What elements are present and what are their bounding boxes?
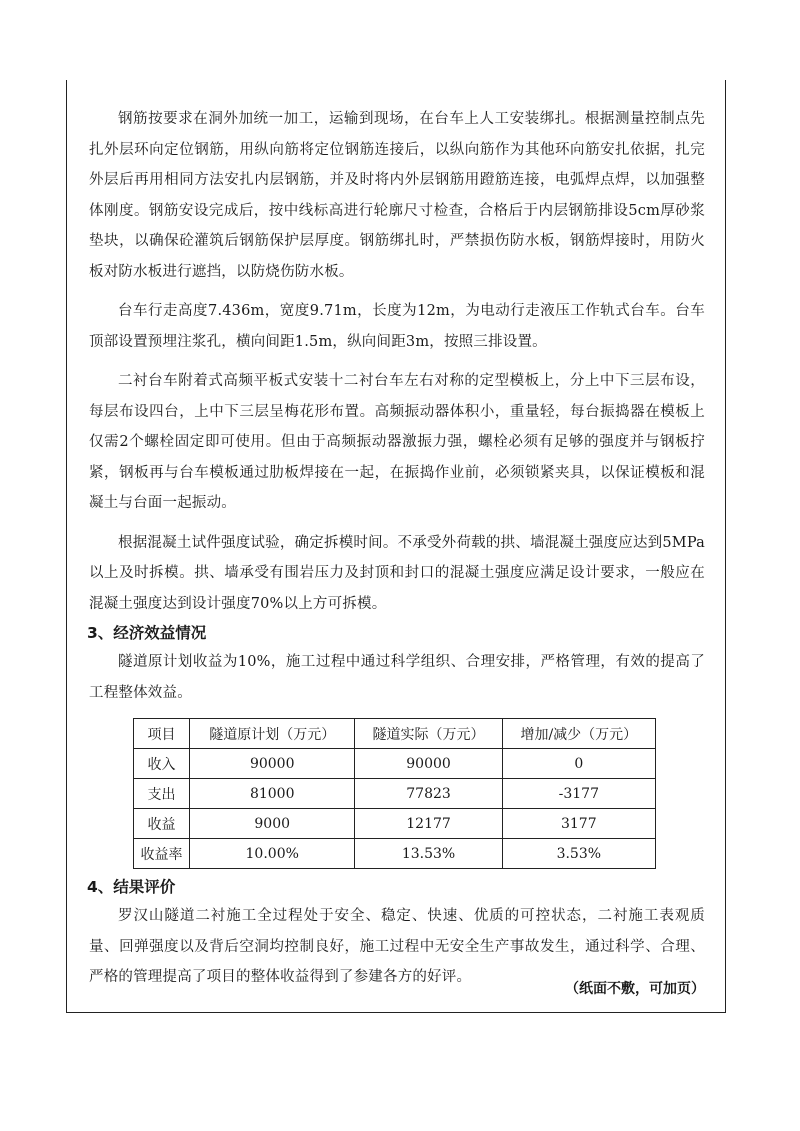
table-header-cell: 项目 (134, 719, 190, 749)
table-row (134, 809, 656, 839)
table-cell: 0 (502, 749, 655, 779)
footer-note: （纸面不敷，可加页） (565, 981, 705, 997)
table-header-cell: 增加/减少（万元） (502, 719, 655, 749)
section-4-title: 4、结果评价 (87, 878, 176, 896)
economic-benefit-table (133, 718, 656, 869)
table-row (134, 779, 656, 809)
section-3-title: 3、经济效益情况 (87, 624, 207, 642)
table-header-cell: 隧道实际（万元） (355, 719, 502, 749)
table-cell: 3.53% (502, 839, 655, 869)
table-cell: 收益率 (134, 839, 190, 869)
table-header-cell: 隧道原计划（万元） (190, 719, 355, 749)
table-cell: 13.53% (355, 839, 502, 869)
table-cell: 9000 (190, 809, 355, 839)
paragraph-trolley: 台车行走高度7.436m，宽度9.71m，长度为12m，为电动行走液压工作轨式台车。台车顶部设置预埋注浆孔，横向间距1.5m，纵向间距3m，按照三排设置。 (89, 303, 705, 350)
paragraph-formwork-removal: 根据混凝土试件强度试验，确定拆模时间。不承受外荷载的拱、墙混凝土强度应达到5MPa以上及时拆模。拱、墙承受有围岩压力及封顶和封口的混凝土强度应满足设计要求，一般应在混凝土强度达到设计强度70%以上方可拆模。 (89, 534, 705, 612)
paragraph-rebar: 钢筋按要求在洞外加统一加工，运输到现场，在台车上人工安装绑扎。根据测量控制点先扎外层环向定位钢筋，用纵向筋将定位钢筋连接后，以纵向筋作为其他环向筋安扎依据，扎完外层后再用相同方法安扎内层钢筋，并及时将内外层钢筋用蹬筋连接，电弧焊点焊，以加强整体刚度。钢筋安设完成后，按中线标高进行轮廓尺寸检查，合格后于内层钢筋排设5cm厚砂浆垫块，以确保砼灌筑后钢筋保护层厚度。钢筋绑扎时，严禁损伤防水板，钢筋焊接时，用防火板对防水板进行遮挡，以防烧伤防水板。 (89, 111, 705, 280)
table-cell: 3177 (502, 809, 655, 839)
table-row (134, 749, 656, 779)
table-cell: 77823 (355, 779, 502, 809)
page-content (67, 104, 725, 993)
table-cell: 90000 (355, 749, 502, 779)
table-cell: 81000 (190, 779, 355, 809)
table-cell: 收益 (134, 809, 190, 839)
table-cell: 12177 (355, 809, 502, 839)
table-cell: 10.00% (190, 839, 355, 869)
table-cell: 90000 (190, 749, 355, 779)
page-frame (66, 80, 726, 1013)
paragraph-vibrator: 二衬台车附着式高频平板式安装十二衬台车左右对称的定型模板上，分上中下三层布设，每层布设四台，上中下三层呈梅花形布置。高频振动器体积小，重量轻，每台振捣器在模板上仅需2个螺栓固定即可使用。但由于高频振动器激振力强，螺栓必须有足够的强度并与钢板拧紧，钢板再与台车模板通过肋板焊接在一起，在振捣作业前，必须锁紧夹具，以保证模板和混凝土与台面一起振动。 (89, 373, 705, 511)
table-cell: 收入 (134, 749, 190, 779)
section-4-text: 罗汉山隧道二衬施工全过程处于安全、稳定、快速、优质的可控状态，二衬施工表观质量、回弹强度以及背后空洞均控制良好，施工过程中无安全生产事故发生，通过科学、合理、严格的管理提高了项目的整体收益得到了参建各方的好评。 (89, 908, 705, 985)
table-header-row (134, 719, 656, 749)
table-cell: 支出 (134, 779, 190, 809)
table-cell: -3177 (502, 779, 655, 809)
section-3-intro: 隧道原计划收益为10%，施工过程中通过科学组织、合理安排，严格管理，有效的提高了工程整体效益。 (89, 654, 705, 701)
table-row (134, 839, 656, 869)
